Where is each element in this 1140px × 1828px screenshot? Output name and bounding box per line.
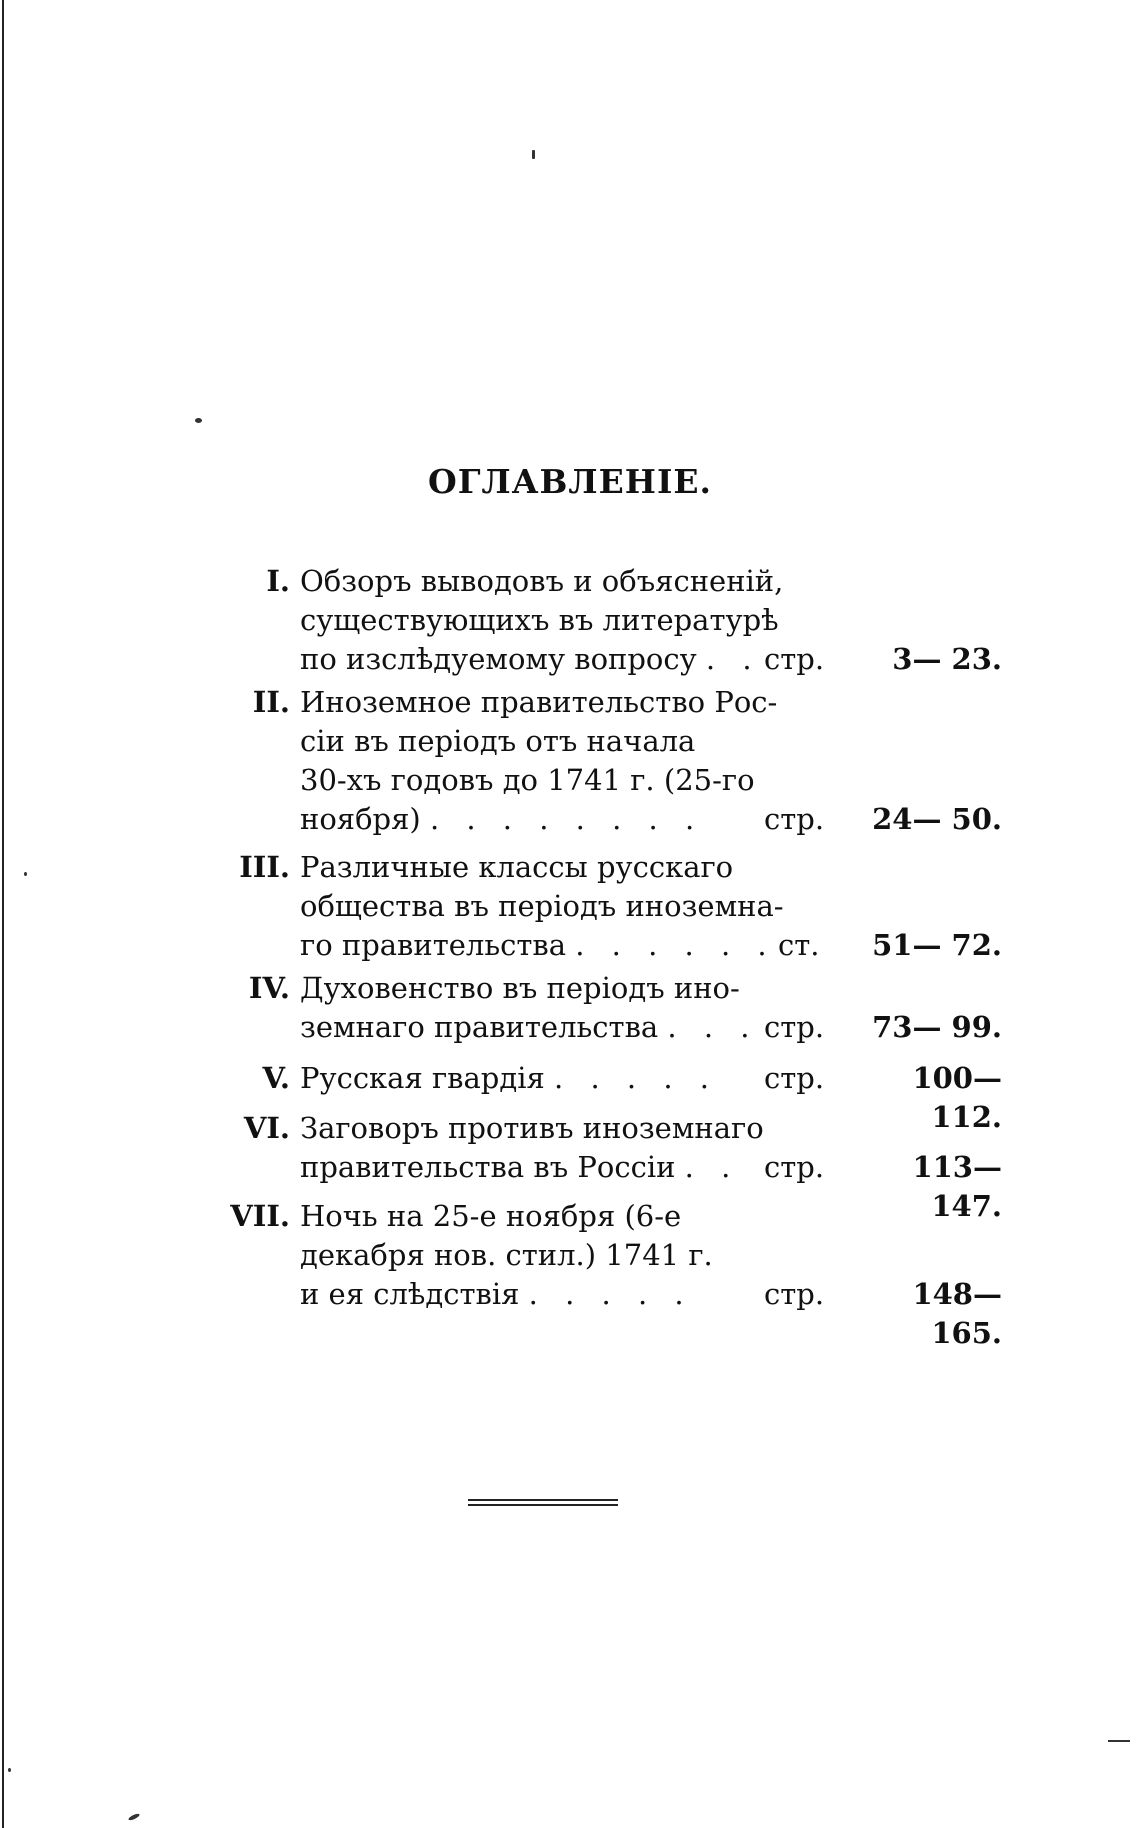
page-abbr: стр. xyxy=(764,1061,825,1095)
title-line: существующихъ въ литературѣ xyxy=(300,603,779,637)
page-range: 73— 99. xyxy=(872,1010,1002,1044)
page-range: 24— 50. xyxy=(872,802,1002,836)
toc-entry xyxy=(222,848,1002,965)
title-line: Обзоръ выводовъ и объясненій, xyxy=(300,564,784,598)
print-speck xyxy=(1108,1740,1130,1742)
page-range: 51— 72. xyxy=(872,928,1002,962)
chapter-number: VI. xyxy=(243,1111,290,1145)
title-line: общества въ періодъ иноземна- xyxy=(300,889,784,923)
title-line: сіи въ періодъ отъ начала xyxy=(300,724,696,758)
title-line: по изслѣдуемому вопросу . . xyxy=(300,642,761,676)
title-line: 30-хъ годовъ до 1741 г. (25-го xyxy=(300,763,755,797)
title-line: Различные классы русскаго xyxy=(300,850,734,884)
toc-entry xyxy=(222,969,1002,1047)
leader-dots: . . xyxy=(705,642,761,676)
page-abbr: стр. xyxy=(764,802,825,836)
toc-entry xyxy=(222,683,1002,839)
page-abbr: стр. xyxy=(764,642,825,676)
title-line: и ея слѣдствія . . . . . xyxy=(300,1277,693,1311)
print-speck xyxy=(128,1813,141,1822)
title-line: Русская гвардія . . . . . xyxy=(300,1061,718,1095)
print-speck xyxy=(532,150,535,159)
page-abbr: ст. xyxy=(778,928,820,962)
chapter-number: V. xyxy=(262,1061,290,1095)
page-edge-line xyxy=(2,0,4,1828)
title-line: земнаго правительства . . . xyxy=(300,1010,759,1044)
print-speck xyxy=(8,1768,11,1772)
title-line: Духовенство въ періодъ ино- xyxy=(300,971,740,1005)
title-line: Заговоръ противъ иноземнаго xyxy=(300,1111,764,1145)
leader-dots: . . . . . xyxy=(528,1277,693,1311)
print-speck xyxy=(24,872,27,876)
print-speck xyxy=(195,418,202,423)
page-title: ОГЛАВЛЕНІЕ. xyxy=(427,462,713,501)
chapter-number: IV. xyxy=(248,971,290,1005)
page-abbr: стр. xyxy=(764,1277,825,1311)
leader-dots: . . xyxy=(684,1150,740,1184)
toc-entry xyxy=(222,1197,1002,1350)
leader-dots: . . . . . . xyxy=(575,928,776,962)
page-abbr: стр. xyxy=(764,1150,825,1184)
chapter-number: II. xyxy=(252,685,290,719)
title-line: правительства въ Россіи . . xyxy=(300,1150,740,1184)
title-line: Ночь на 25-е ноября (6-е xyxy=(300,1199,682,1233)
toc-entry xyxy=(222,562,1002,679)
chapter-number: III. xyxy=(239,850,290,884)
title-line: Иноземное правительство Рос- xyxy=(300,685,778,719)
page-abbr: стр. xyxy=(764,1010,825,1044)
chapter-number: VII. xyxy=(230,1199,290,1233)
page-range: 148—165. xyxy=(912,1277,1002,1350)
page-range: 100—112. xyxy=(912,1061,1002,1134)
leader-dots: . . . . . xyxy=(554,1061,718,1095)
title-line: ноября) . . . . . . . . xyxy=(300,802,704,836)
title-line: го правительства . . . . . . xyxy=(300,928,776,962)
title-line: декабря нов. стил.) 1741 г. xyxy=(300,1238,713,1272)
leader-dots: . . . xyxy=(667,1010,759,1044)
page-range: 3— 23. xyxy=(892,642,1002,676)
closing-double-rule xyxy=(468,1499,618,1509)
leader-dots: . . . . . . . . xyxy=(429,802,704,836)
page-range: 113—147. xyxy=(912,1150,1002,1223)
chapter-number: I. xyxy=(266,564,290,598)
